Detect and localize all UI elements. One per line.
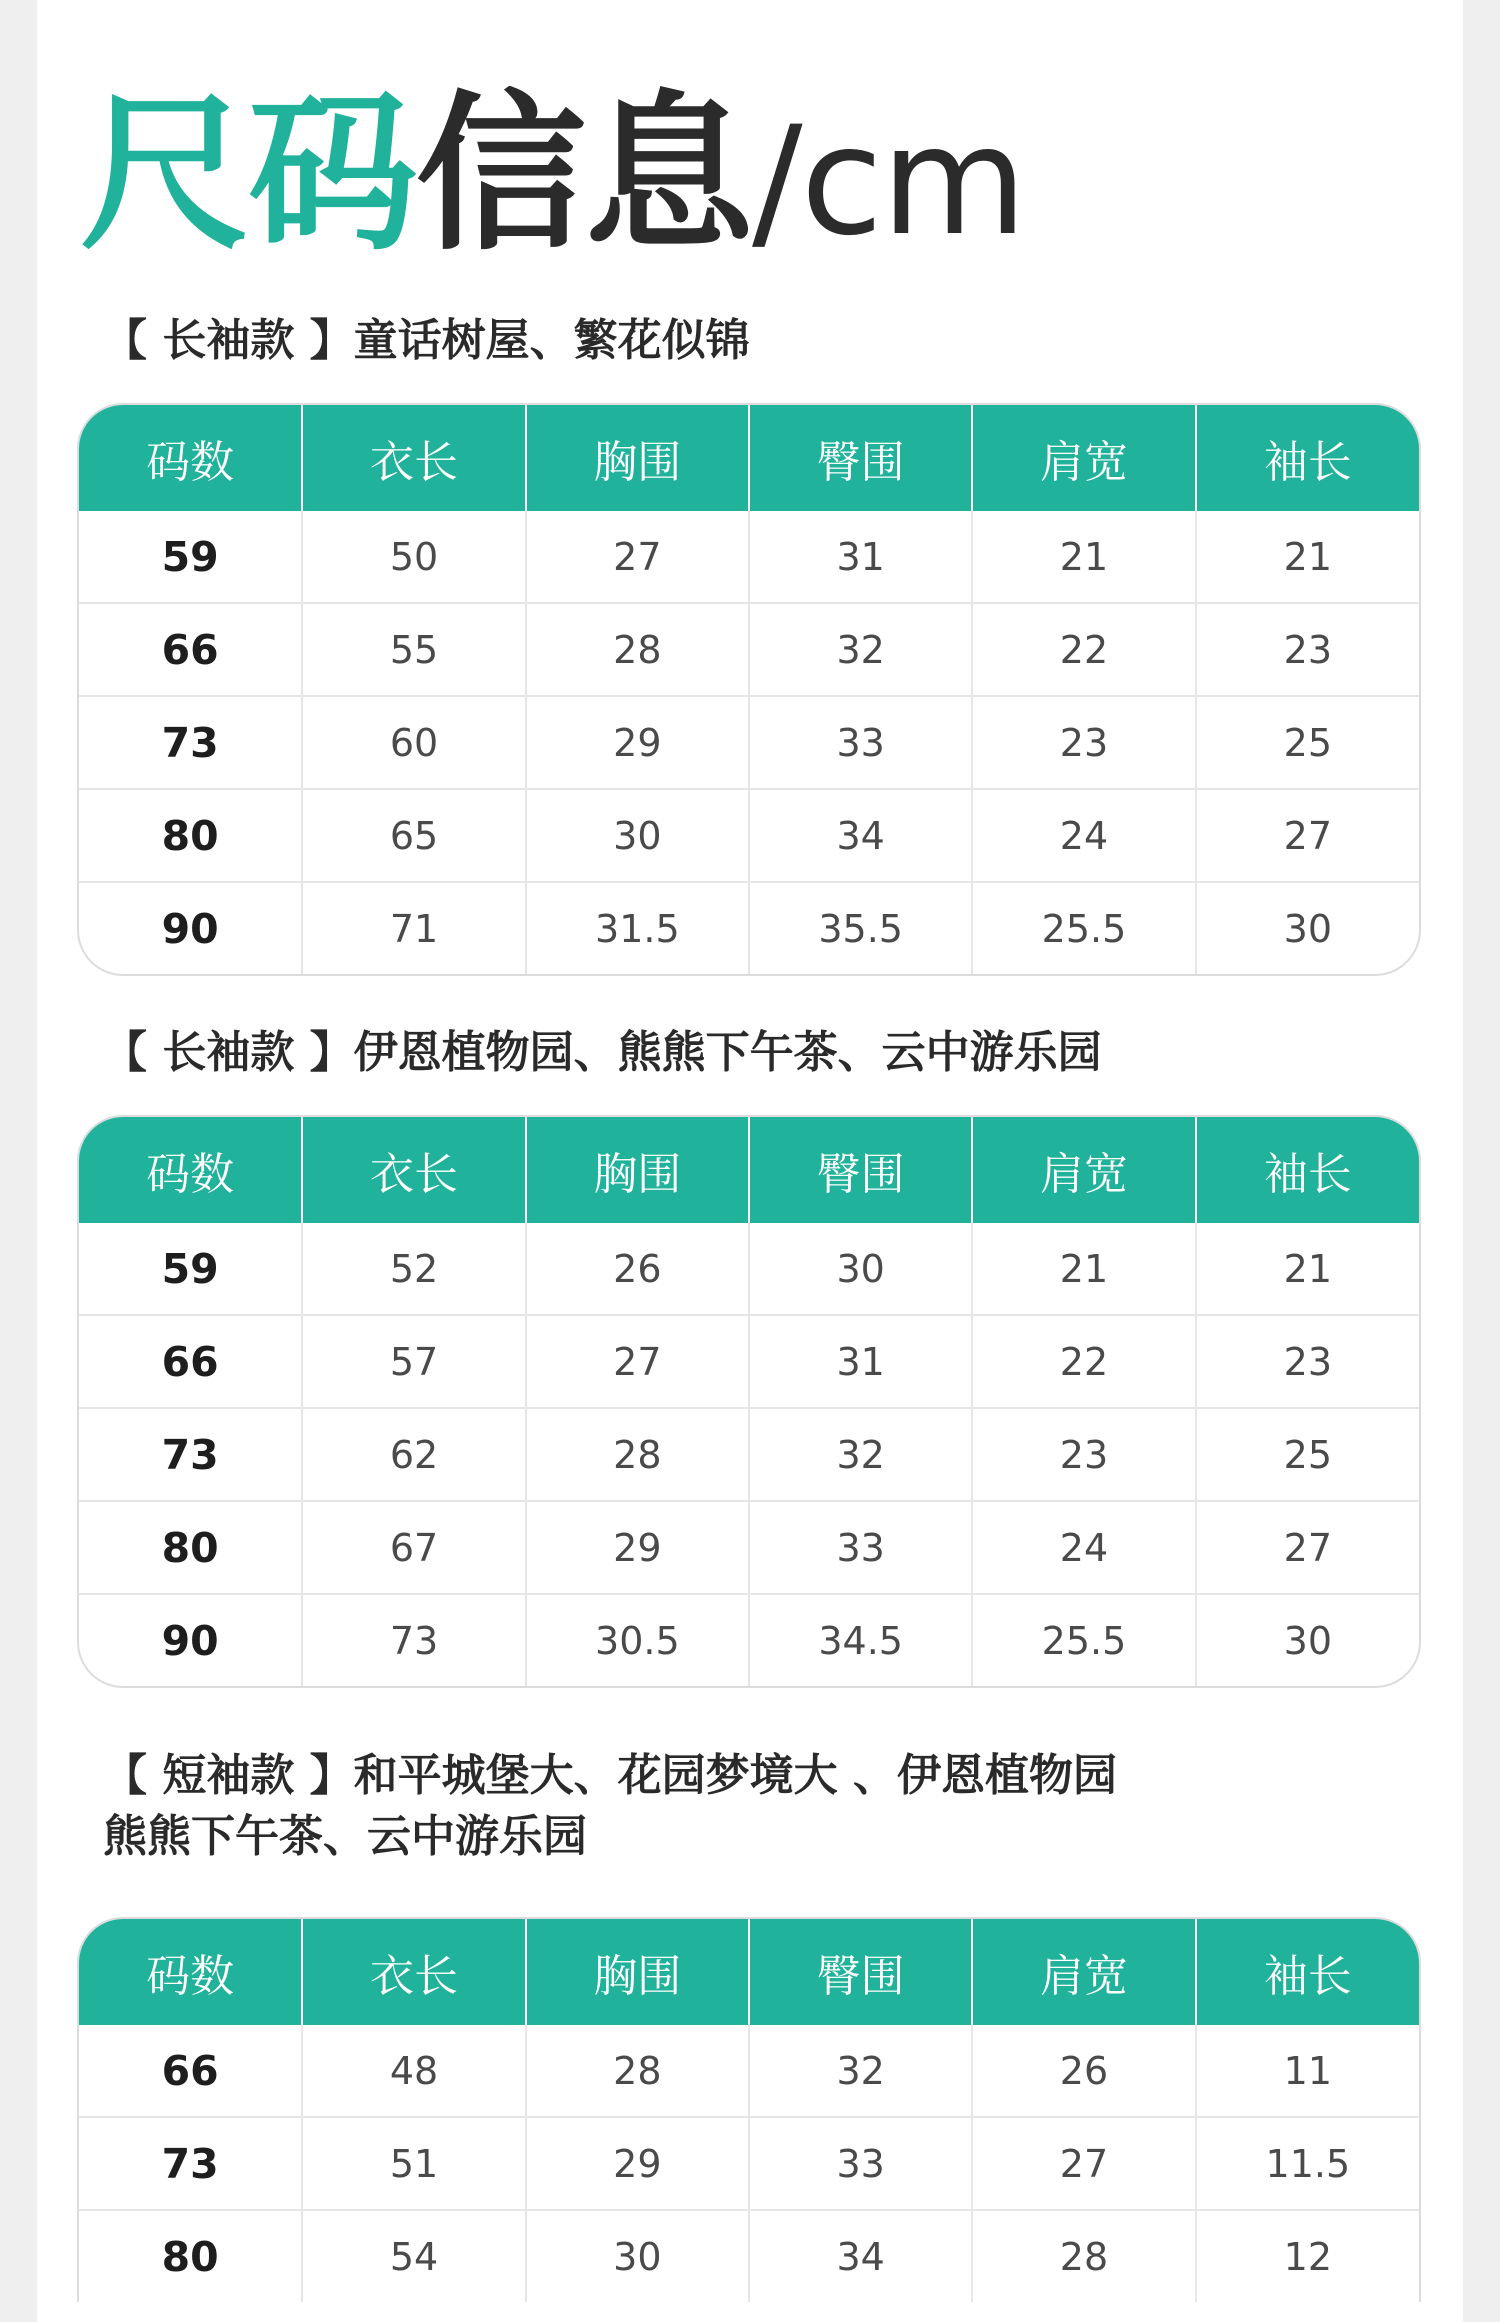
table-cell: 21 — [1196, 1223, 1419, 1315]
table-cell: 28 — [526, 1408, 749, 1501]
size-cell: 59 — [161, 532, 219, 581]
table-cell: 57 — [302, 1315, 525, 1408]
table-cell: 48 — [302, 2025, 525, 2117]
table-cell: 34 — [749, 789, 972, 882]
table-cell: 30 — [749, 1223, 972, 1315]
table-cell: 33 — [749, 1501, 972, 1594]
table-cell: 30 — [1196, 1594, 1419, 1686]
size-cell: 73 — [79, 2117, 302, 2210]
table-cell: 29 — [526, 1501, 749, 1594]
table-row — [79, 2025, 1419, 2117]
column-header: 肩宽 — [972, 405, 1195, 511]
table-cell: 21 — [1196, 511, 1419, 603]
table-cell: 28 — [972, 2210, 1195, 2302]
size-cell: 73 — [79, 1408, 302, 1501]
section-title-3-line-2: 熊熊下午茶、云中游乐园 — [103, 1811, 587, 1862]
size-table-3 — [77, 1917, 1421, 2302]
table-cell: 24 — [972, 789, 1195, 882]
table-row — [79, 1594, 1419, 1686]
table-cell: 22 — [972, 1315, 1195, 1408]
table-cell: 35.5 — [749, 882, 972, 974]
table-cell: 12 — [1196, 2210, 1419, 2302]
size-cell: 80 — [79, 1501, 302, 1594]
table-cell: 21 — [972, 511, 1195, 603]
column-header: 胸围 — [526, 1919, 749, 2025]
table-row — [79, 1315, 1419, 1408]
table-cell: 31 — [749, 511, 972, 603]
size-table-2 — [77, 1115, 1421, 1688]
table-cell: 31.5 — [526, 882, 749, 974]
column-header: 码数 — [79, 405, 302, 511]
column-header: 袖长 — [1196, 1117, 1419, 1223]
table-cell: 30 — [526, 2210, 749, 2302]
column-header: 衣长 — [302, 1919, 525, 2025]
column-header: 衣长 — [302, 405, 525, 511]
table-row — [79, 1408, 1419, 1501]
column-header: 胸围 — [526, 1117, 749, 1223]
table-cell: 26 — [526, 1223, 749, 1315]
size-cell: 59 — [161, 1244, 219, 1293]
table-row — [79, 696, 1419, 789]
table-cell: 21 — [972, 1223, 1195, 1315]
column-header: 码数 — [79, 1919, 302, 2025]
column-header: 袖长 — [1196, 1919, 1419, 2025]
table-cell: 27 — [526, 511, 749, 603]
size-cell: 73 — [79, 696, 302, 789]
table-cell: 28 — [526, 2025, 749, 2117]
section-title-3-line-1: 【 短袖款 】和平城堡大、花园梦境大 、伊恩植物园 — [103, 1750, 1117, 1801]
table-row — [79, 603, 1419, 696]
table-cell: 71 — [302, 882, 525, 974]
size-cell: 80 — [79, 2210, 302, 2302]
table-cell: 23 — [1196, 603, 1419, 696]
table-cell: 52 — [302, 1223, 525, 1315]
size-cell: 90 — [79, 1594, 302, 1686]
table-cell: 55 — [302, 603, 525, 696]
table-cell: 22 — [972, 603, 1195, 696]
section-title-2: 【 长袖款 】伊恩植物园、熊熊下午茶、云中游乐园 — [103, 1027, 1102, 1078]
table-cell: 27 — [1196, 1501, 1419, 1594]
size-cell: 66 — [79, 603, 302, 696]
column-header: 臀围 — [749, 1919, 972, 2025]
size-cell: 66 — [161, 2046, 219, 2095]
table-cell: 34 — [749, 2210, 972, 2302]
table-cell: 29 — [526, 2117, 749, 2210]
column-header: 袖长 — [1196, 405, 1419, 511]
table-cell: 30.5 — [526, 1594, 749, 1686]
column-header: 码数 — [79, 1117, 302, 1223]
table-cell: 30 — [526, 789, 749, 882]
table-cell: 27 — [1196, 789, 1419, 882]
table-cell: 26 — [972, 2025, 1195, 2117]
table-row — [79, 2210, 1419, 2302]
section-title-1: 【 长袖款 】童话树屋、繁花似锦 — [103, 315, 750, 366]
table-cell: 24 — [972, 1501, 1195, 1594]
column-header: 臀围 — [749, 1117, 972, 1223]
table-cell: 33 — [749, 2117, 972, 2210]
column-header: 胸围 — [526, 405, 749, 511]
table-cell: 27 — [526, 1315, 749, 1408]
size-cell: 66 — [79, 1315, 302, 1408]
table-cell: 65 — [302, 789, 525, 882]
table-cell: 29 — [526, 696, 749, 789]
size-cell: 80 — [79, 789, 302, 882]
table-cell: 34.5 — [749, 1594, 972, 1686]
table-cell: 25 — [1196, 1408, 1419, 1501]
column-header: 衣长 — [302, 1117, 525, 1223]
table-cell: 54 — [302, 2210, 525, 2302]
table-cell: 32 — [749, 1408, 972, 1501]
page-title — [80, 76, 1026, 274]
column-header: 肩宽 — [972, 1117, 1195, 1223]
size-cell: 90 — [79, 882, 302, 974]
table-cell: 23 — [1196, 1315, 1419, 1408]
table-cell: 51 — [302, 2117, 525, 2210]
table-row — [79, 789, 1419, 882]
table-cell: 62 — [302, 1408, 525, 1501]
table-cell: 11.5 — [1196, 2117, 1419, 2210]
table-cell: 60 — [302, 696, 525, 789]
table-header-row — [79, 405, 1419, 511]
table-cell: 23 — [972, 1408, 1195, 1501]
table-cell: 32 — [749, 2025, 972, 2117]
size-table-1 — [77, 403, 1421, 976]
table-cell: 25.5 — [972, 1594, 1195, 1686]
table-row — [79, 2117, 1419, 2210]
table-cell: 25 — [1196, 696, 1419, 789]
table-cell: 73 — [302, 1594, 525, 1686]
page-title-main: 信息 — [416, 76, 753, 274]
table-cell: 32 — [749, 603, 972, 696]
table-cell: 27 — [972, 2117, 1195, 2210]
table-cell: 33 — [749, 696, 972, 789]
page-title-accent: 尺码 — [80, 76, 417, 274]
table-cell: 67 — [302, 1501, 525, 1594]
table-row — [79, 1501, 1419, 1594]
table-cell: 31 — [749, 1315, 972, 1408]
table-header-row — [79, 1117, 1419, 1223]
table-header-row — [79, 1919, 1419, 2025]
table-cell: 25.5 — [972, 882, 1195, 974]
column-header: 臀围 — [749, 405, 972, 511]
column-header: 肩宽 — [972, 1919, 1195, 2025]
table-cell: 23 — [972, 696, 1195, 789]
table-cell: 28 — [526, 603, 749, 696]
page-title-unit: /cm — [752, 95, 1026, 269]
table-row — [79, 511, 1419, 603]
table-cell: 30 — [1196, 882, 1419, 974]
table-row — [79, 1223, 1419, 1315]
table-row — [79, 882, 1419, 974]
table-cell: 11 — [1196, 2025, 1419, 2117]
table-cell: 50 — [302, 511, 525, 603]
